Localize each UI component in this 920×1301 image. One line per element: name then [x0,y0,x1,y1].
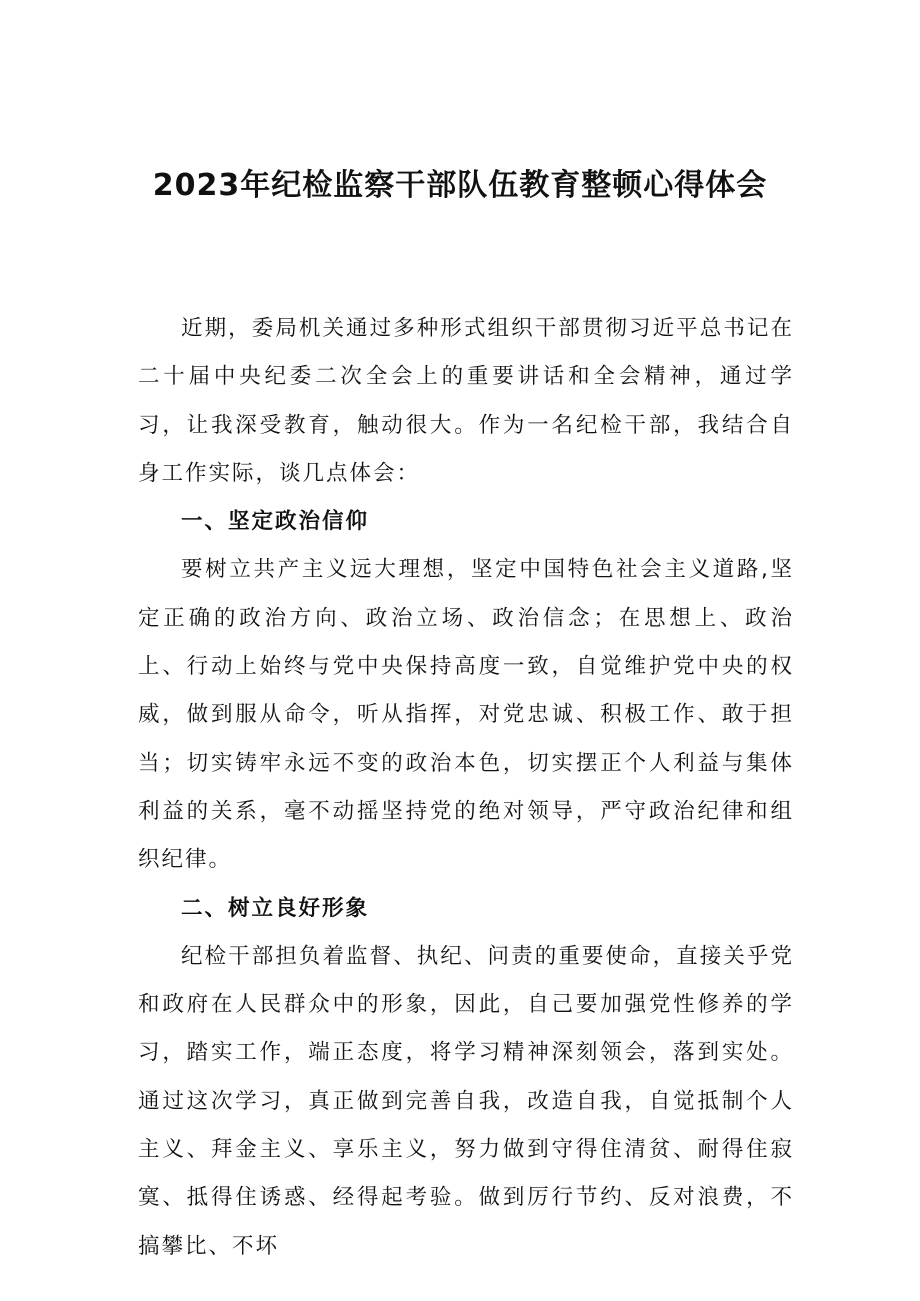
section-heading-1: 一、坚定政治信仰 [181,509,370,535]
intro-paragraph: 近期，委局机关通过多种形式组织干部贯彻习近平总书记在二十届中央纪委二次全会上的重要讲话和全会精神，通过学习，让我深受教育，触动很大。作为一名纪检干部，我结合自身工作实际，谈几点体会： [138,316,794,486]
section-paragraph-1: 要树立共产主义远大理想，坚定中国特色社会主义道路,坚定正确的政治方向、政治立场、政治信念；在思想上、政治上、行动上始终与党中央保持高度一致，自觉维护党中央的权威，做到服从命令，听从指挥，对党忠诚、积极工作、敢于担当；切实铸牢永远不变的政治本色，切实摆正个人利益与集体利益的关系，毫不动摇坚持党的绝对领导，严守政治纪律和组织纪律。 [138,557,794,873]
document-body [138,305,794,1271]
document-title: 2023年纪检监察干部队伍教育整顿心得体会 [152,168,768,203]
section-paragraph-2: 纪检干部担负着监督、执纪、问责的重要使命，直接关乎党和政府在人民群众中的形象，因此，自己要加强党性修养的学习，踏实工作，端正态度，将学习精神深刻领会，落到实处。通过这次学习，真正做到完善自我，改造自我，自觉抵制个人主义、拜金主义、享乐主义，努力做到守得住清贫、耐得住寂寞、抵得住诱惑、经得起考验。做到厉行节约、反对浪费，不搞攀比、不坏 [138,943,794,1259]
section-heading-2: 二、树立良好形象 [181,895,370,921]
